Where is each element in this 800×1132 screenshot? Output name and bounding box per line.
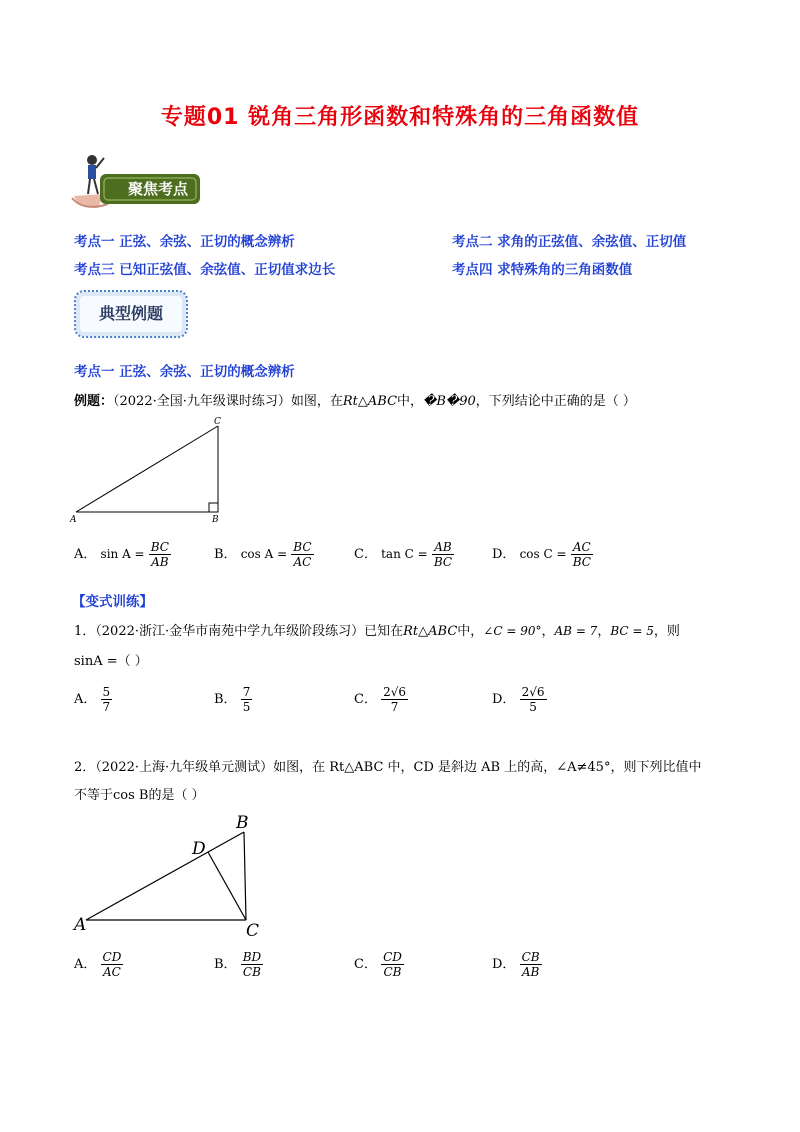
example-text-3: ，下列结论中正确的是（ ） (475, 394, 636, 409)
q2-option-a: A． $\frac{CD}{AC}$ (74, 950, 122, 979)
fig2-label-c: C (246, 921, 260, 936)
q2-text: 2．（2022·上海·九年级单元测试）如图，在 Rt△ABC 中，CD 是斜边 AB 上的高，∠A≠45°，则下列比值中 (74, 760, 702, 775)
fig2-label-b: B (236, 813, 249, 833)
typical-example-label: 典型例题 (98, 304, 163, 323)
kaodian-4: 考点四 求特殊角的三角函数值 (452, 262, 633, 278)
q1-line2: sinA =（ ） (74, 654, 148, 669)
example-option-a: A． sin A = $\frac{BC}{AB}$ (74, 540, 169, 569)
q1-option-a: A． $\frac{5}{7}$ (74, 685, 111, 714)
q1-text: 1．（2022·浙江·金华市南苑中学九年级阶段练习）已知在Rt△ABC中，∠C = 90°，AB = 7，BC = 5，则 (74, 624, 680, 639)
focus-points-banner (68, 150, 208, 214)
example-label: 例题： (74, 394, 114, 409)
example-text-2: 中， (397, 394, 424, 409)
q2-triangle-figure (70, 812, 270, 936)
q2-line2: 不等于cos B的是（ ） (74, 788, 205, 803)
fig1-label-b: B (212, 515, 219, 525)
example-option-b: B． cos A = $\frac{BC}{AC}$ (214, 540, 312, 569)
example-option-d: D． cos C = $\frac{AC}{BC}$ (492, 540, 591, 569)
example-rt: Rt△ABC (342, 394, 398, 409)
q2-option-d: D． $\frac{CB}{AB}$ (492, 950, 540, 979)
example-triangle-figure (66, 414, 236, 526)
typical-example-box (74, 290, 188, 338)
fig1-label-c: C (214, 417, 221, 427)
kaodian-3: 考点三 已知正弦值、余弦值、正切值求边长 (74, 262, 336, 278)
fig1-label-a: A (70, 515, 77, 525)
q1-option-d: D． $\frac{2√6}{5}$ (492, 685, 545, 714)
q1-option-c: C． $\frac{2√6}{7}$ (354, 685, 407, 714)
example-option-c: C． tan C = $\frac{AB}{BC}$ (354, 540, 453, 569)
q2-option-b: B． $\frac{BD}{CB}$ (214, 950, 262, 979)
section-heading-1: 考点一 正弦、余弦、正切的概念辨析 (74, 364, 295, 380)
variant-training-label: 【变式训练】 (72, 594, 153, 610)
q2-option-c: C． $\frac{CD}{CB}$ (354, 950, 402, 979)
banner-label: 聚焦考点 (127, 180, 188, 198)
q1-option-b: B． $\frac{7}{5}$ (214, 685, 251, 714)
example-text-1: （2022·全国·九年级课时练习）如图，在 (113, 394, 343, 409)
example-angle: �B�90 (423, 394, 476, 409)
kaodian-1: 考点一 正弦、余弦、正切的概念辨析 (74, 234, 295, 250)
example-question (74, 390, 636, 409)
kaodian-2: 考点二 求角的正弦值、余弦值、正切值 (452, 234, 687, 250)
fig2-label-d: D (192, 839, 206, 859)
fig2-label-a: A (74, 915, 87, 935)
page-title: 专题01 锐角三角形函数和特殊角的三角函数值 (160, 105, 640, 130)
